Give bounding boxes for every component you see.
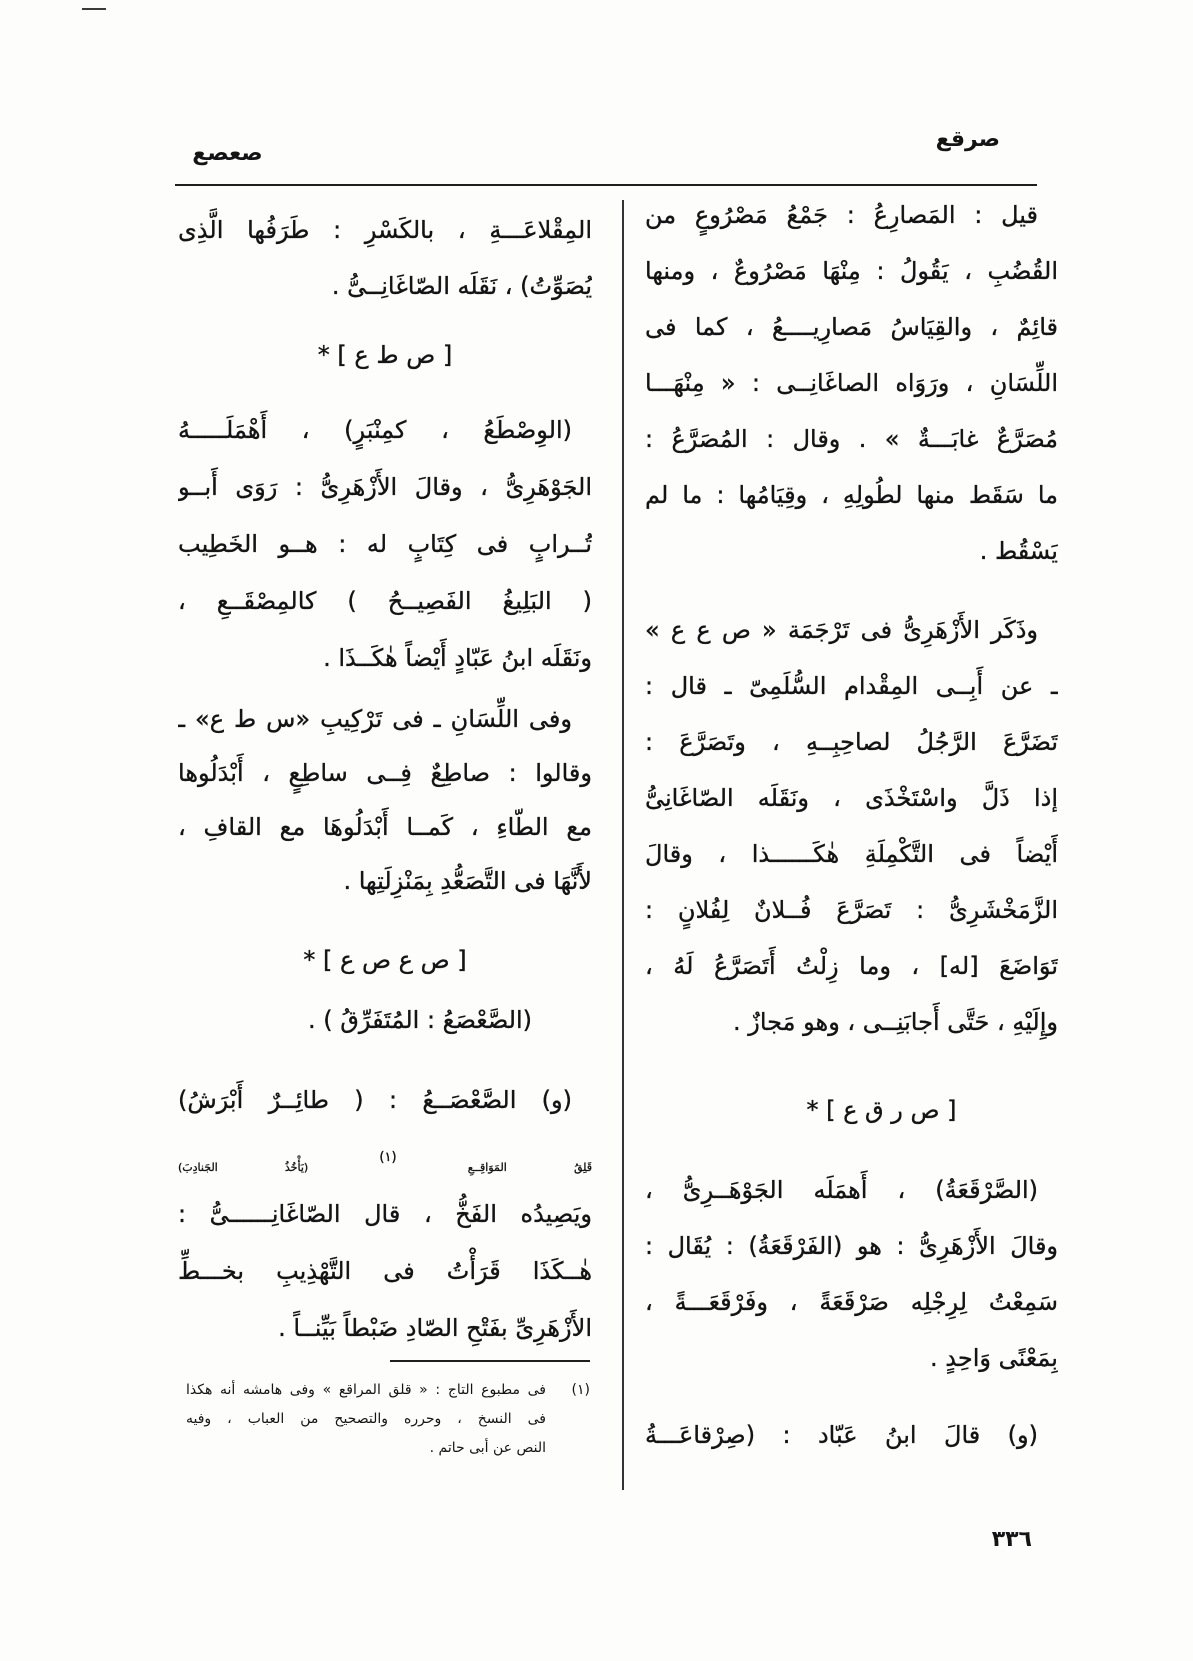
left-column-paragraph-2 — [178, 402, 592, 687]
text-line: تَضَرَّعَ الرَّجُلُ لصاحِبِــهِ ، وتَصَرَّعَ : — [645, 728, 1058, 756]
text-line: الزَّمَخْشَرِىُّ : تَصَرَّعَ فُــلانٌ لِفُلانٍ : — [645, 896, 1058, 924]
text-line: ـ عن أَبِــى المِقْدام السُّلَمِىّ ـ قال : — [645, 672, 1058, 700]
text-line — [178, 1129, 592, 1186]
footnote-text: فى مطبوع التاج : « قلق المراقع » وفى هامشه أنه هكذا — [186, 1382, 546, 1398]
text-line: ما سَقَط منها لطُولِهِ ، وقِيَامُها : ما لم — [645, 481, 1058, 509]
entry-heading: [ ص ع ص ع ] * — [303, 946, 467, 974]
running-head-left: صعصع — [192, 141, 263, 166]
right-column-paragraph-2 — [645, 602, 1058, 1050]
text-line: هٰــكَذَا قَرَأْتُ فى التَّهْذِيبِ بخـــطِّ — [178, 1257, 592, 1285]
text-line: أَيْضاً فى التَّكْمِلَةِ هٰكَــــــذا ، وقالَ — [645, 840, 1058, 868]
running-head-right: صرقع — [935, 127, 1000, 152]
text-line: وإِلَيْهِ ، حَتَّى أَجابَنِــى ، وهو مَجازٌ . — [733, 1008, 1058, 1036]
text-fragment: (يَأْخُذُ الجَنادِبَ) — [178, 1161, 309, 1174]
right-column-paragraph-4 — [645, 1407, 1058, 1463]
footnote — [186, 1376, 590, 1463]
text-line: وفى اللِّسَانِ ـ فى تَرْكِيبِ «س ط ع» ـ — [178, 705, 572, 733]
left-column-paragraph-4 — [178, 992, 592, 1048]
text-line: ونَقَلَه ابنُ عَبّادٍ أَيْضاً هٰكَــذَا . — [323, 644, 592, 672]
left-column-paragraph-1 — [178, 202, 592, 314]
text-line: القُضُبِ ، يَقُولُ : مِنْهَا مَصْرُوعٌ ، ومنها — [645, 257, 1058, 285]
text-line: ( البَلِيغُ الفَصِيــحُ ) كالمِصْقَــعِ ، — [178, 587, 592, 615]
footnote-separator — [390, 1360, 590, 1362]
text-line: يُصَوِّتُ) ، نَقَلَه الصّاغَانِــىُّ . — [331, 272, 592, 300]
text-line: (الصَّرْقَعَةُ) ، أَهمَلَه الجَوْهَــرِىُّ ، — [645, 1176, 1038, 1204]
text-line: تُــرابٍ فى كِتَابٍ له : هــو الخَطِيب — [178, 530, 592, 558]
page-number: ٣٣٦ — [991, 1527, 1032, 1552]
left-column-paragraph-5 — [178, 1072, 592, 1357]
footnote-ref: (١) — [379, 1150, 397, 1165]
text-line: (الوِصْطَعُ ، كمِنْبَرٍ) ، أَهْمَلَـــــهُ — [178, 416, 572, 444]
footnote-line: فى النسخ ، وحرره والتصحيح من العباب ، وفيه — [186, 1411, 546, 1427]
text-line: الجَوْهَرِىُّ ، وقالَ الأَزْهَرِىُّ : رَوَى أَبــو — [178, 473, 592, 501]
text-line: ويَصِيدُه الفَخُّ ، قال الصّاغَانِــــــىُّ : — [178, 1200, 592, 1228]
text-fragment: قَلِقُ المَوَاقِــعِ — [467, 1161, 592, 1174]
right-column-paragraph-1 — [645, 187, 1058, 579]
text-line: مع الطّاءِ ، كَمــا أَبْدَلُوهَا مع القافِ ، — [178, 813, 592, 841]
text-line: المِقْلاعَـــةِ ، بالكَسْرِ : طَرَفُها الَّذِى — [178, 216, 592, 244]
text-line: تَوَاضَعَ [له] ، وما زِلْتُ أَتَصَرَّعُ لَهُ ، — [645, 952, 1058, 980]
text-line: وقالَ الأَزْهَرِىُّ : هو (الفَرْقَعَةُ) : يُقَال : — [645, 1232, 1058, 1260]
text-line: وقالوا : صاطِعٌ فِــى ساطِعٍ ، أَبْدَلُوها — [178, 759, 592, 787]
column-divider — [622, 200, 624, 1490]
text-line: سَمِعْتُ لِرِجْلِه صَرْقَعَةً ، وفَرْقَعَـــةً ، — [645, 1288, 1058, 1316]
text-line: اللِّسَانِ ، ورَوَاه الصاغَانِــى : « مِنْهَـــا — [645, 369, 1058, 397]
text-line: قيل : المَصارِعُ : جَمْعُ مَصْرُوعٍ من — [645, 201, 1038, 229]
entry-heading: [ ص ر ق ع ] * — [806, 1096, 957, 1124]
text-line: يَسْقُط . — [979, 537, 1058, 565]
text-line: قائِمٌ ، والقِيَاسُ مَصارِيــــعُ ، كما فى — [645, 313, 1058, 341]
text-line: الأَزْهَرِىِّ بفَتْحِ الصّادِ ضَبْطاً بَيِّنــاً . — [278, 1314, 592, 1342]
text-line: بِمَعْنًى وَاحِدٍ . — [930, 1344, 1058, 1372]
left-column-paragraph-3 — [178, 692, 592, 908]
right-column-paragraph-3 — [645, 1162, 1058, 1386]
text-line: مُصَرَّعٌ غابَـــةٌ » . وقال : المُصَرَّعُ : — [645, 425, 1058, 453]
text-line: وذَكَر الأَزْهَرِىُّ فى تَرْجَمَة « ص ع ع » — [645, 616, 1038, 644]
top-rule — [175, 184, 1037, 186]
text-line: إذا ذَلَّ واسْتَخْذَى ، ونَقَلَه الصّاغَانِىُّ — [645, 784, 1058, 812]
text-line: (و) قالَ ابنُ عَبّاد : (صِرْقاعَـــةُ — [645, 1421, 1038, 1449]
footnote-marker: (١) — [571, 1382, 590, 1398]
text-line: لأَنَّهَا فى التَّصَعُّدِ بِمَنْزِلَتِها . — [343, 867, 592, 895]
text-line: (الصَّعْصَعُ : المُتَفَرِّقُ ) . — [307, 1006, 532, 1034]
scan-mark — [82, 8, 106, 10]
footnote-line: النص عن أبى حاتم . — [429, 1440, 546, 1456]
text-line: (و) الصَّعْصَــعُ : ( طائِــرٌ أَبْرَشُ) — [178, 1086, 572, 1114]
entry-heading: [ ص ط ع ] * — [317, 341, 453, 369]
footnote-line — [186, 1376, 590, 1405]
